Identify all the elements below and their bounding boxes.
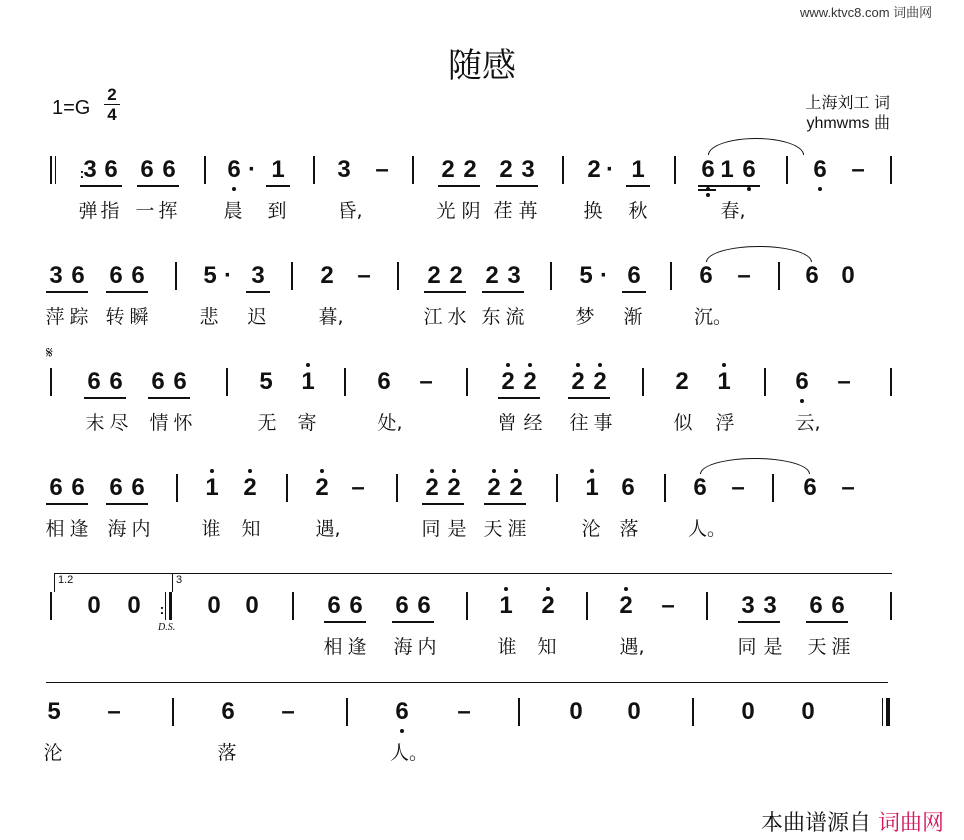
lyric: 同 — [421, 518, 441, 540]
staff-row-3 — [0, 368, 964, 408]
lyrics-row-5 — [0, 632, 964, 672]
note: 2 — [523, 368, 537, 395]
note: 0 — [245, 592, 259, 619]
lyric: 落 — [619, 518, 639, 540]
lyric: 暮, — [318, 306, 344, 328]
note: 6 — [221, 698, 235, 725]
lyric: 春, — [720, 200, 746, 222]
lyric: 经 — [523, 412, 543, 434]
lyric: 涯 — [831, 636, 851, 658]
lyric: 谁 — [497, 636, 517, 658]
lyricist-credit: 上海刘工 词 — [805, 95, 890, 112]
lyric: 往 — [569, 412, 589, 434]
time-signature — [103, 85, 121, 124]
note: 1 — [585, 474, 599, 501]
note: 6 — [109, 262, 123, 289]
note: 2 — [315, 474, 329, 501]
note: 1 — [631, 156, 645, 183]
note: 5 — [259, 368, 273, 395]
note: 3 — [337, 156, 351, 183]
lyric: 迟 — [247, 306, 267, 328]
note: 6 — [795, 368, 809, 395]
note: 5 — [203, 262, 217, 289]
note: 6 — [227, 156, 241, 183]
lyrics-row-6 — [0, 738, 964, 778]
lyric: 沉。 — [694, 306, 733, 328]
note: 6 — [109, 474, 123, 501]
note: – — [661, 592, 675, 619]
note: 1 — [205, 474, 219, 501]
note: 3 — [83, 156, 97, 183]
note: 6 — [627, 262, 641, 289]
note: 1 — [720, 156, 734, 183]
lyric: 梦 — [575, 306, 595, 328]
lyric: 指 — [100, 200, 120, 222]
volta-1-2 — [54, 573, 172, 592]
lyric: 苒 — [518, 200, 538, 222]
note: – — [851, 156, 865, 183]
staff-row-2 — [0, 262, 964, 302]
note: 0 — [801, 698, 815, 725]
note: 6 — [131, 474, 145, 501]
note: 2 — [587, 156, 601, 183]
note: 6 — [151, 368, 165, 395]
time-top: 2 — [107, 85, 117, 104]
lyric: 悲 — [199, 306, 219, 328]
lyric: 昏, — [337, 200, 363, 222]
lyric: 云, — [795, 412, 821, 434]
note: – — [357, 262, 371, 289]
staff-row-6 — [0, 698, 964, 738]
note: – — [281, 698, 295, 725]
note: 1 — [717, 368, 731, 395]
note: 1 — [271, 156, 285, 183]
note: – — [731, 474, 745, 501]
lyric: 涯 — [507, 518, 527, 540]
note: 6 — [87, 368, 101, 395]
note: 6 — [803, 474, 817, 501]
note: 0 — [627, 698, 641, 725]
note: 2 — [619, 592, 633, 619]
lyric: 光 — [436, 200, 456, 222]
note: – — [737, 262, 751, 289]
lyric: 内 — [417, 636, 437, 658]
lyric: 事 — [593, 412, 613, 434]
lyric: 知 — [241, 518, 261, 540]
lyric: 相 — [323, 636, 343, 658]
lyric: 萍 — [45, 306, 65, 328]
lyrics-row-1 — [0, 196, 964, 236]
lyric: 换 — [583, 200, 603, 222]
lyric: 落 — [217, 742, 237, 764]
note: 6 — [417, 592, 431, 619]
note: 6 — [104, 156, 118, 183]
note: 6 — [395, 592, 409, 619]
lyric: 末 — [85, 412, 105, 434]
note: 0 — [741, 698, 755, 725]
lyric: 情 — [149, 412, 169, 434]
dal-segno-mark: D.S. — [158, 622, 176, 633]
note: 2 — [243, 474, 257, 501]
lyric: 江 — [423, 306, 443, 328]
footer-prefix: 本曲谱源自 — [760, 811, 871, 836]
time-bottom: 4 — [107, 105, 117, 124]
note: 6 — [140, 156, 154, 183]
lyric: 人。 — [688, 518, 727, 540]
lyric: 寄 — [297, 412, 317, 434]
note: 0 — [569, 698, 583, 725]
lyric: 逢 — [347, 636, 367, 658]
note: 2 — [485, 262, 499, 289]
lyric: 阴 — [461, 200, 481, 222]
note: 6 — [693, 474, 707, 501]
note: 2 — [501, 368, 515, 395]
note: 5 — [47, 698, 61, 725]
note: 3 — [507, 262, 521, 289]
note: 2 — [675, 368, 689, 395]
note: 6 — [71, 262, 85, 289]
lyrics-row-4 — [0, 514, 964, 554]
note: 3 — [521, 156, 535, 183]
note: 5 — [579, 262, 593, 289]
lyric: 无 — [257, 412, 277, 434]
lyric: 遇, — [315, 518, 341, 540]
note: 1 — [499, 592, 513, 619]
note: 0 — [841, 262, 855, 289]
staff-row-4 — [0, 474, 964, 514]
note: 3 — [49, 262, 63, 289]
volta-label: 1.2 — [58, 574, 74, 586]
note: 6 — [701, 156, 715, 183]
note: 6 — [813, 156, 827, 183]
lyric: 遇, — [619, 636, 645, 658]
note: – — [419, 368, 433, 395]
lyric: 踪 — [69, 306, 89, 328]
note: 2 — [425, 474, 439, 501]
lyric: 天 — [483, 518, 503, 540]
lyric: 海 — [393, 636, 413, 658]
lyric: 是 — [763, 636, 783, 658]
lyric: 沦 — [43, 742, 63, 764]
staff-row-5: 0 0 : D.S. 0 0 6 6 6 6 1 2 2 – 3 3 6 6 — [0, 592, 964, 632]
note: · — [248, 156, 256, 183]
lyric: 弹 — [78, 200, 98, 222]
note: – — [841, 474, 855, 501]
note: 6 — [621, 474, 635, 501]
note: 6 — [742, 156, 756, 183]
lyric: 人。 — [390, 742, 429, 764]
lyric: 谁 — [201, 518, 221, 540]
note: 2 — [499, 156, 513, 183]
lyrics-row-2 — [0, 302, 964, 342]
note: 6 — [395, 698, 409, 725]
lyric: 是 — [447, 518, 467, 540]
note: 6 — [327, 592, 341, 619]
note: · — [600, 262, 608, 289]
lyric: 处, — [377, 412, 403, 434]
lyric: 水 — [447, 306, 467, 328]
footer-brand-link[interactable]: 词曲网 — [877, 811, 944, 836]
song-title: 随感 — [448, 46, 516, 86]
lyric: 到 — [267, 200, 287, 222]
note: 2 — [441, 156, 455, 183]
note: 6 — [831, 592, 845, 619]
staff-row-1: : 3 6 6 6 6 · 1 3 – 2 2 2 3 2 · 1 6 1 6 6 – — [0, 156, 964, 196]
note: 6 — [49, 474, 63, 501]
note: 2 — [541, 592, 555, 619]
note: 2 — [487, 474, 501, 501]
note: 6 — [809, 592, 823, 619]
lyric: 内 — [131, 518, 151, 540]
note: 3 — [251, 262, 265, 289]
staff-line — [46, 682, 888, 683]
note: 2 — [571, 368, 585, 395]
lyric: 秋 — [628, 200, 648, 222]
note: 6 — [173, 368, 187, 395]
note: 2 — [320, 262, 334, 289]
lyric: 浮 — [715, 412, 735, 434]
note: – — [375, 156, 389, 183]
lyric: 似 — [673, 412, 693, 434]
note: 6 — [71, 474, 85, 501]
note: – — [107, 698, 121, 725]
note: · — [606, 156, 614, 183]
composer-credit: yhmwms 曲 — [806, 115, 890, 132]
note: 6 — [377, 368, 391, 395]
lyric: 海 — [107, 518, 127, 540]
note: 6 — [131, 262, 145, 289]
lyric: 怀 — [173, 412, 193, 434]
note: 3 — [741, 592, 755, 619]
lyric: 沦 — [581, 518, 601, 540]
lyrics-row-3 — [0, 408, 964, 448]
lyric: 荏 — [493, 200, 513, 222]
lyric: 曾 — [497, 412, 517, 434]
note: 2 — [427, 262, 441, 289]
note: 0 — [87, 592, 101, 619]
note: 0 — [127, 592, 141, 619]
note: 2 — [449, 262, 463, 289]
lyric: 知 — [537, 636, 557, 658]
note: 2 — [593, 368, 607, 395]
volta-label: 3 — [176, 574, 183, 586]
source-footer — [761, 806, 944, 837]
note: 6 — [109, 368, 123, 395]
note: 3 — [763, 592, 777, 619]
note: 6 — [805, 262, 819, 289]
lyric: 尽 — [109, 412, 129, 434]
key-signature: 1=G — [52, 97, 91, 119]
note: – — [457, 698, 471, 725]
lyric: 相 — [45, 518, 65, 540]
lyric: 逢 — [69, 518, 89, 540]
lyric: 晨 — [223, 200, 243, 222]
segno-sign: 𝄋 — [46, 345, 53, 362]
note: 6 — [699, 262, 713, 289]
lyric: 瞬 — [129, 306, 149, 328]
volta-3 — [172, 573, 892, 592]
site-watermark: www.ktvc8.com 词曲网 — [800, 5, 933, 20]
note: 2 — [509, 474, 523, 501]
lyric: 渐 — [623, 306, 643, 328]
lyric: 天 — [807, 636, 827, 658]
note: 0 — [207, 592, 221, 619]
note: 6 — [162, 156, 176, 183]
lyric: 一 — [135, 200, 155, 222]
note: – — [837, 368, 851, 395]
lyric: 流 — [505, 306, 525, 328]
note: – — [351, 474, 365, 501]
lyric: 转 — [105, 306, 125, 328]
lyric: 东 — [481, 306, 501, 328]
lyric: 同 — [737, 636, 757, 658]
note: 2 — [463, 156, 477, 183]
note: · — [224, 262, 232, 289]
lyric: 挥 — [158, 200, 178, 222]
note: 1 — [301, 368, 315, 395]
note: 6 — [349, 592, 363, 619]
note: 2 — [447, 474, 461, 501]
